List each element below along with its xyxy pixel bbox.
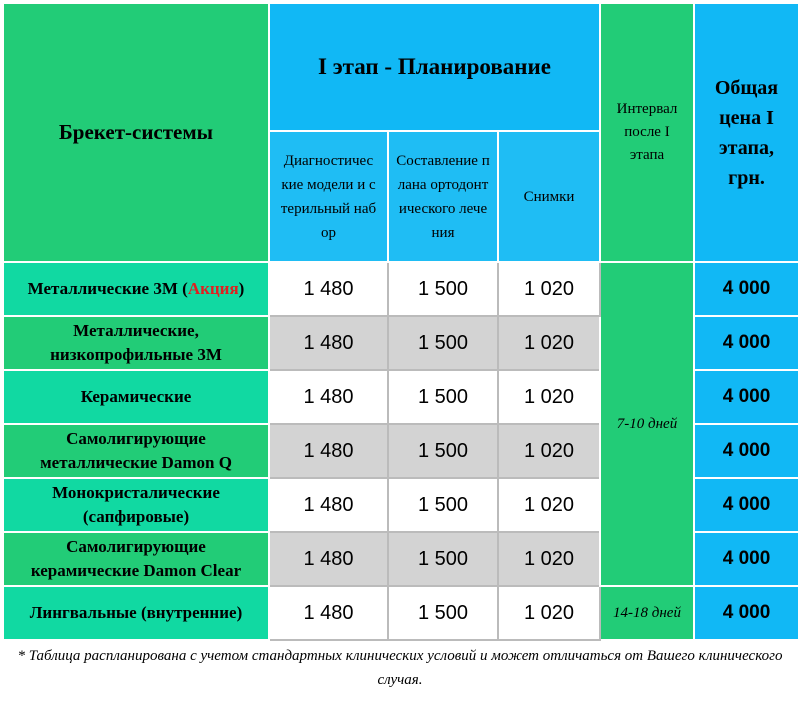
diag-price: 1 480 (269, 586, 388, 640)
xray-price: 1 020 (498, 586, 600, 640)
diag-price: 1 480 (269, 478, 388, 532)
diag-header-text: Диагностические модели и стерильный набор (280, 152, 377, 241)
systems-header: Брекет-системы (3, 3, 269, 262)
xray-price: 1 020 (498, 262, 600, 316)
system-name: Металлические, низкопрофильные 3М (3, 316, 269, 370)
table-row (3, 262, 799, 316)
plan-price: 1 500 (388, 370, 498, 424)
plan-price: 1 500 (388, 424, 498, 478)
diag-price: 1 480 (269, 370, 388, 424)
diag-header (269, 131, 388, 262)
total-price: 4 000 (694, 370, 799, 424)
stage-header: I этап - Планирование (269, 3, 600, 131)
system-name: Монокристалические (сапфировые) (3, 478, 269, 532)
plan-price: 1 500 (388, 532, 498, 586)
interval-header-text: Интервал после I этапа (616, 101, 678, 163)
xray-price: 1 020 (498, 478, 600, 532)
plan-header (388, 131, 498, 262)
system-name: Керамические (3, 370, 269, 424)
total-header-text: Общая цена I этапа, грн. (714, 76, 779, 189)
table-row (3, 586, 799, 640)
diag-price: 1 480 (269, 532, 388, 586)
plan-price: 1 500 (388, 316, 498, 370)
system-name: Самолигирующие металлические Damon Q (3, 424, 269, 478)
total-price: 4 000 (694, 532, 799, 586)
xray-price: 1 020 (498, 316, 600, 370)
xray-price: 1 020 (498, 424, 600, 478)
total-price: 4 000 (694, 262, 799, 316)
plan-price: 1 500 (388, 262, 498, 316)
plan-price: 1 500 (388, 586, 498, 640)
promo-label: Акция (187, 279, 239, 298)
system-name: Металлические 3М (Акция) (3, 262, 269, 316)
interval-standard: 7-10 дней (600, 262, 694, 586)
xray-price: 1 020 (498, 370, 600, 424)
total-price: 4 000 (694, 586, 799, 640)
system-name: Лингвальные (внутренние) (3, 586, 269, 640)
xray-header: Снимки (498, 131, 600, 262)
plan-header-text: Составление плана ортодонтического лечения (396, 152, 490, 241)
system-name: Самолигирующие керамические Damon Clear (3, 532, 269, 586)
diag-price: 1 480 (269, 316, 388, 370)
interval-header (600, 3, 694, 262)
total-header (694, 3, 799, 262)
xray-price: 1 020 (498, 532, 600, 586)
total-price: 4 000 (694, 424, 799, 478)
total-price: 4 000 (694, 316, 799, 370)
plan-price: 1 500 (388, 478, 498, 532)
diag-price: 1 480 (269, 262, 388, 316)
diag-price: 1 480 (269, 424, 388, 478)
interval-lingual: 14-18 дней (600, 586, 694, 640)
footnote: * Таблица распланирована с учетом стандартных клинических условий и может отличаться от Вашего клинического случая. (17, 648, 783, 688)
price-table (2, 2, 800, 641)
total-price: 4 000 (694, 478, 799, 532)
